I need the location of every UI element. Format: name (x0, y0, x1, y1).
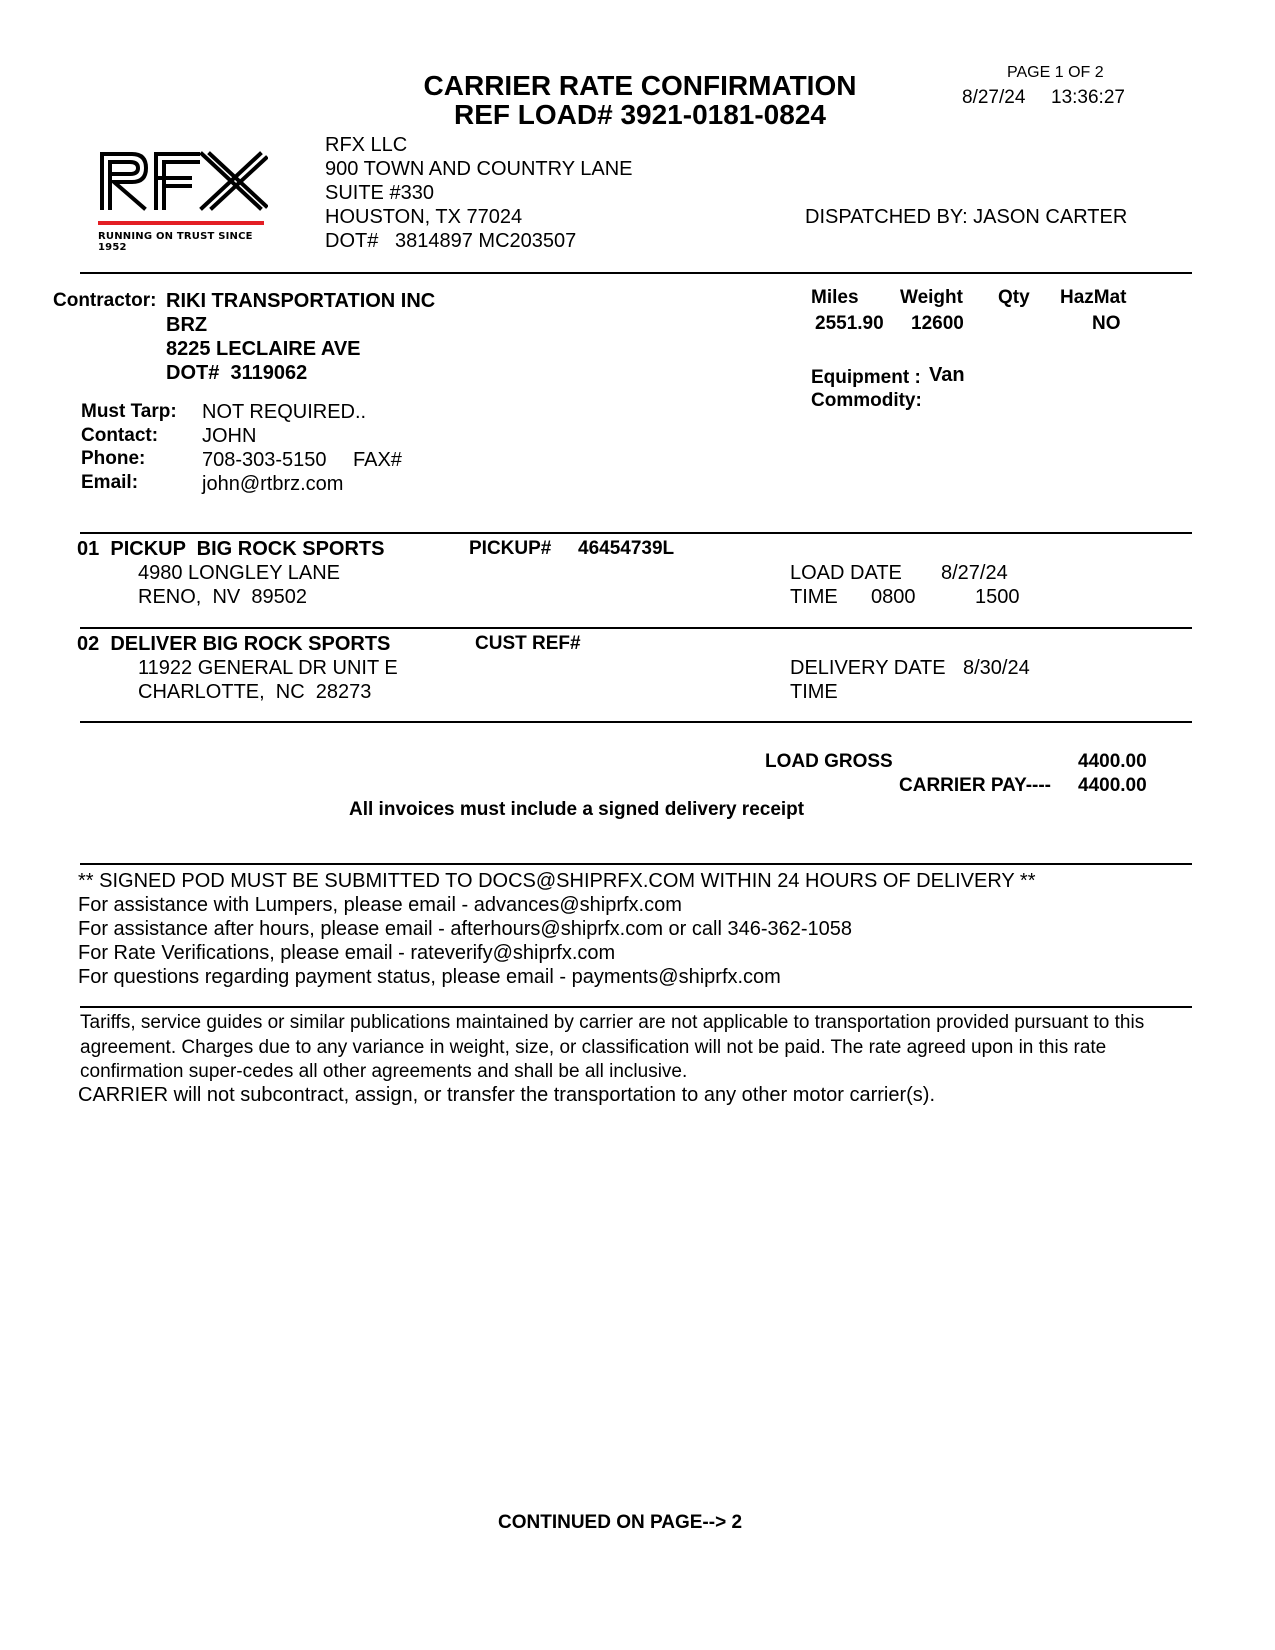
contact-label: Contact: (81, 425, 159, 446)
email-value: john@rtbrz.com (202, 473, 344, 495)
notice-lumpers: For assistance with Lumpers, please email - advances@shiprfx.com (78, 894, 682, 916)
load-gross-value: 4400.00 (1078, 751, 1147, 772)
stop-date-value: 8/27/24 (941, 562, 1008, 584)
contractor-label: Contractor: (53, 290, 157, 311)
notice-after-hours: For assistance after hours, please email - afterhours@shiprfx.com or call 346-362-1058 (78, 918, 852, 940)
stop-ref-label: CUST REF# (475, 633, 581, 654)
stop-date-label: DELIVERY DATE (790, 657, 946, 679)
qty-label: Qty (998, 287, 1030, 308)
stop-header: 02 DELIVER BIG ROCK SPORTS (77, 633, 391, 655)
notice-pod: ** SIGNED POD MUST BE SUBMITTED TO DOCS@SHIPRFX.COM WITHIN 24 HOURS OF DELIVERY ** (78, 870, 1036, 892)
rfx-logo-mark (98, 148, 268, 212)
stop-time-label: TIME (790, 681, 838, 703)
stop-date-value: 8/30/24 (963, 657, 1030, 679)
contractor-name: RIKI TRANSPORTATION INC (166, 290, 436, 312)
fax-label: FAX# (353, 449, 402, 471)
print-date: 8/27/24 (962, 87, 1026, 108)
hazmat-label: HazMat (1060, 287, 1127, 308)
contractor-line2: BRZ (166, 314, 208, 336)
stop-ref-value: 46454739L (578, 538, 675, 559)
terms-paragraph: Tariffs, service guides or similar publications maintained by carrier are not applicable to transportation provided pursuant to this agreement. Charges due to any variance in weight, size, or classification will not be paid. The rate agreed upon in this rate confirmation super-cedes all other agreements and shall be all inclusive. (80, 1012, 1145, 1082)
continued-on-page: CONTINUED ON PAGE--> 2 (498, 1512, 743, 1533)
weight-label: Weight (900, 287, 963, 308)
divider (80, 1006, 1192, 1008)
stop-time-label: TIME (790, 586, 838, 608)
divider (80, 532, 1192, 534)
hazmat-value: NO (1092, 313, 1121, 334)
logo-red-bar (98, 221, 264, 225)
miles-label: Miles (811, 287, 859, 308)
stop-time-to: 1500 (975, 586, 1020, 608)
stop-address1: 11922 GENERAL DR UNIT E (138, 657, 398, 679)
divider (80, 721, 1192, 723)
must-tarp-label: Must Tarp: (81, 401, 177, 422)
stop-ref-label: PICKUP# (469, 538, 552, 559)
commodity-label: Commodity: (811, 390, 922, 411)
divider (80, 863, 1192, 865)
contractor-address: 8225 LECLAIRE AVE (166, 338, 361, 360)
equipment-label: Equipment : (811, 367, 921, 388)
ref-load-number: REF LOAD# 3921-0181-0824 (454, 99, 826, 130)
stop-address2: CHARLOTTE, NC 28273 (138, 681, 372, 703)
document-title: CARRIER RATE CONFIRMATION (423, 70, 857, 101)
dispatched-by: DISPATCHED BY: JASON CARTER (805, 206, 1128, 228)
divider (80, 627, 1192, 629)
phone-label: Phone: (81, 448, 146, 469)
company-city-state-zip: HOUSTON, TX 77024 (325, 206, 523, 228)
page-indicator: PAGE 1 OF 2 (1007, 64, 1104, 81)
company-name: RFX LLC (325, 134, 408, 156)
invoice-note: All invoices must include a signed delivery receipt (349, 799, 805, 820)
terms-subcontract: CARRIER will not subcontract, assign, or transfer the transportation to any other motor carrier(s). (78, 1084, 936, 1106)
must-tarp-value: NOT REQUIRED.. (202, 401, 367, 423)
equipment-value: Van (929, 364, 965, 386)
divider (80, 272, 1192, 274)
carrier-pay-label: CARRIER PAY---- (899, 775, 1052, 796)
company-address2: SUITE #330 (325, 182, 434, 204)
rfx-logo (98, 148, 276, 253)
stop-address2: RENO, NV 89502 (138, 586, 307, 608)
contact-value: JOHN (202, 425, 257, 447)
weight-value: 12600 (911, 313, 964, 334)
company-dot-mc: DOT# 3814897 MC203507 (325, 230, 577, 252)
stop-header: 01 PICKUP BIG ROCK SPORTS (77, 538, 385, 560)
stop-time-from: 0800 (871, 586, 916, 608)
stop-address1: 4980 LONGLEY LANE (138, 562, 340, 584)
stop-date-label: LOAD DATE (790, 562, 902, 584)
phone-value: 708-303-5150 (202, 449, 327, 471)
miles-value: 2551.90 (815, 313, 884, 334)
carrier-pay-value: 4400.00 (1078, 775, 1147, 796)
logo-tagline: RUNNING ON TRUST SINCE 1952 (98, 231, 253, 253)
notice-rate-verifications: For Rate Verifications, please email - rateverify@shiprfx.com (78, 942, 616, 964)
contractor-dot: DOT# 3119062 (166, 362, 308, 384)
print-time: 13:36:27 (1051, 87, 1125, 108)
email-label: Email: (81, 472, 139, 493)
notice-payment-status: For questions regarding payment status, please email - payments@shiprfx.com (78, 966, 781, 988)
load-gross-label: LOAD GROSS (765, 751, 893, 772)
company-address1: 900 TOWN AND COUNTRY LANE (325, 158, 633, 180)
